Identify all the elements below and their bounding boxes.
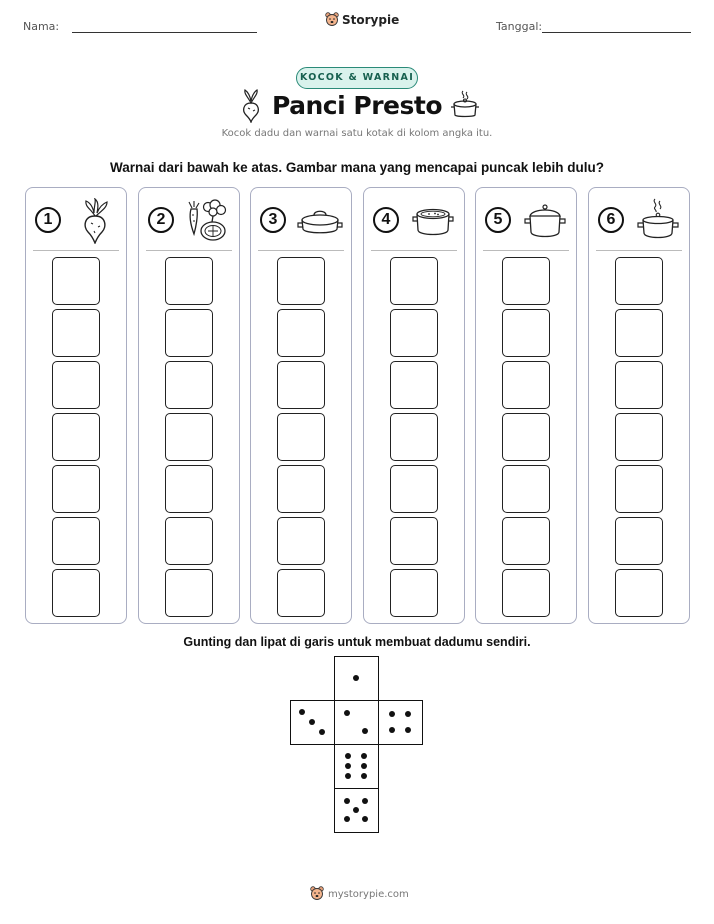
- column-number: 5: [485, 207, 511, 233]
- color-cell[interactable]: [52, 517, 100, 565]
- column-divider: [258, 250, 344, 251]
- column-3: [250, 187, 352, 624]
- color-cell[interactable]: [615, 517, 663, 565]
- dice-pip: [345, 763, 351, 769]
- color-cell[interactable]: [277, 309, 325, 357]
- color-cell[interactable]: [502, 361, 550, 409]
- color-cell[interactable]: [502, 413, 550, 461]
- casserole-pot-icon: [297, 198, 343, 244]
- dice-pip: [309, 719, 315, 725]
- brand-logo: [325, 12, 399, 28]
- column-number: 4: [373, 207, 399, 233]
- column-2: [138, 187, 240, 624]
- page-subtitle: Kocok dadu dan warnai satu kotak di kolom angka itu.: [221, 128, 493, 139]
- dice-pip: [389, 711, 395, 717]
- column-divider: [33, 250, 119, 251]
- date-line: [542, 32, 691, 33]
- coloring-instruction: Warnai dari bawah ke atas. Gambar mana yang mencapai puncak lebih dulu?: [110, 160, 604, 175]
- beet-icon: [72, 198, 118, 244]
- dice-pip: [361, 773, 367, 779]
- color-cell[interactable]: [390, 517, 438, 565]
- steaming-pressure-cooker-icon: [635, 198, 681, 244]
- column-number: 1: [35, 207, 61, 233]
- column-divider: [596, 250, 682, 251]
- color-cell[interactable]: [52, 569, 100, 617]
- color-cell[interactable]: [52, 257, 100, 305]
- color-cell[interactable]: [52, 309, 100, 357]
- color-cell[interactable]: [52, 413, 100, 461]
- color-cell[interactable]: [502, 309, 550, 357]
- color-cell[interactable]: [390, 257, 438, 305]
- soup-pot-icon: [410, 198, 456, 244]
- dice-pip: [389, 727, 395, 733]
- color-cell[interactable]: [52, 465, 100, 513]
- dice-face-1: [334, 656, 379, 701]
- color-cell[interactable]: [165, 413, 213, 461]
- column-number: 3: [260, 207, 286, 233]
- footer: [310, 886, 409, 902]
- steaming-pot-icon: [449, 89, 481, 121]
- dice-pip: [345, 773, 351, 779]
- column-1: [25, 187, 127, 624]
- column-divider: [371, 250, 457, 251]
- color-cell[interactable]: [277, 569, 325, 617]
- dice-pip: [362, 728, 368, 734]
- brand-name: Storypie: [342, 13, 400, 27]
- dice-pip: [353, 807, 359, 813]
- bear-mascot-icon: [325, 12, 339, 28]
- dice-face-4: [378, 700, 423, 745]
- dice-face-2: [334, 700, 379, 745]
- color-cell[interactable]: [390, 465, 438, 513]
- color-cell[interactable]: [165, 465, 213, 513]
- dice-pip: [405, 711, 411, 717]
- dice-pip: [344, 816, 350, 822]
- color-cell[interactable]: [390, 413, 438, 461]
- dice-pip: [353, 675, 359, 681]
- page-title: Panci Presto: [271, 91, 443, 120]
- column-6: [588, 187, 690, 624]
- color-cell[interactable]: [615, 257, 663, 305]
- dice-instruction: Gunting dan lipat di garis untuk membuat dadumu sendiri.: [183, 635, 531, 649]
- dice-face-6: [334, 744, 379, 789]
- name-label: Nama:: [23, 20, 60, 33]
- category-badge: KOCOK & WARNAI: [296, 67, 418, 89]
- color-cell[interactable]: [502, 465, 550, 513]
- dice-pip: [361, 753, 367, 759]
- color-cell[interactable]: [277, 257, 325, 305]
- column-number: 6: [598, 207, 624, 233]
- color-cell[interactable]: [165, 309, 213, 357]
- name-line: [72, 32, 257, 33]
- cooking-pot-icon: [522, 198, 568, 244]
- column-divider: [483, 250, 569, 251]
- color-cell[interactable]: [277, 517, 325, 565]
- color-cell[interactable]: [615, 465, 663, 513]
- color-cell[interactable]: [502, 517, 550, 565]
- bear-mascot-icon: [310, 886, 324, 902]
- dice-pip: [345, 753, 351, 759]
- color-cell[interactable]: [390, 569, 438, 617]
- color-cell[interactable]: [165, 361, 213, 409]
- color-cell[interactable]: [52, 361, 100, 409]
- column-divider: [146, 250, 232, 251]
- dice-pip: [362, 798, 368, 804]
- dice-pip: [362, 816, 368, 822]
- color-cell[interactable]: [390, 361, 438, 409]
- color-cell[interactable]: [277, 413, 325, 461]
- dice-face-5: [334, 788, 379, 833]
- dice-pip: [361, 763, 367, 769]
- color-cell[interactable]: [615, 361, 663, 409]
- color-cell[interactable]: [615, 309, 663, 357]
- color-cell[interactable]: [502, 569, 550, 617]
- dice-pip: [319, 729, 325, 735]
- color-cell[interactable]: [615, 569, 663, 617]
- column-number: 2: [148, 207, 174, 233]
- dice-face-3: [290, 700, 335, 745]
- date-label: Tanggal:: [496, 20, 543, 33]
- color-cell[interactable]: [277, 361, 325, 409]
- color-cell[interactable]: [615, 413, 663, 461]
- dice-pip: [344, 798, 350, 804]
- color-cell[interactable]: [390, 309, 438, 357]
- color-cell[interactable]: [165, 257, 213, 305]
- dice-pip: [405, 727, 411, 733]
- color-cell[interactable]: [502, 257, 550, 305]
- dice-pip: [344, 710, 350, 716]
- vegetables-icon: [185, 198, 231, 244]
- column-4: [363, 187, 465, 624]
- dice-pip: [299, 709, 305, 715]
- footer-url: mystorypie.com: [328, 888, 409, 900]
- color-cell[interactable]: [277, 465, 325, 513]
- column-5: [475, 187, 577, 624]
- color-cell[interactable]: [165, 517, 213, 565]
- color-cell[interactable]: [165, 569, 213, 617]
